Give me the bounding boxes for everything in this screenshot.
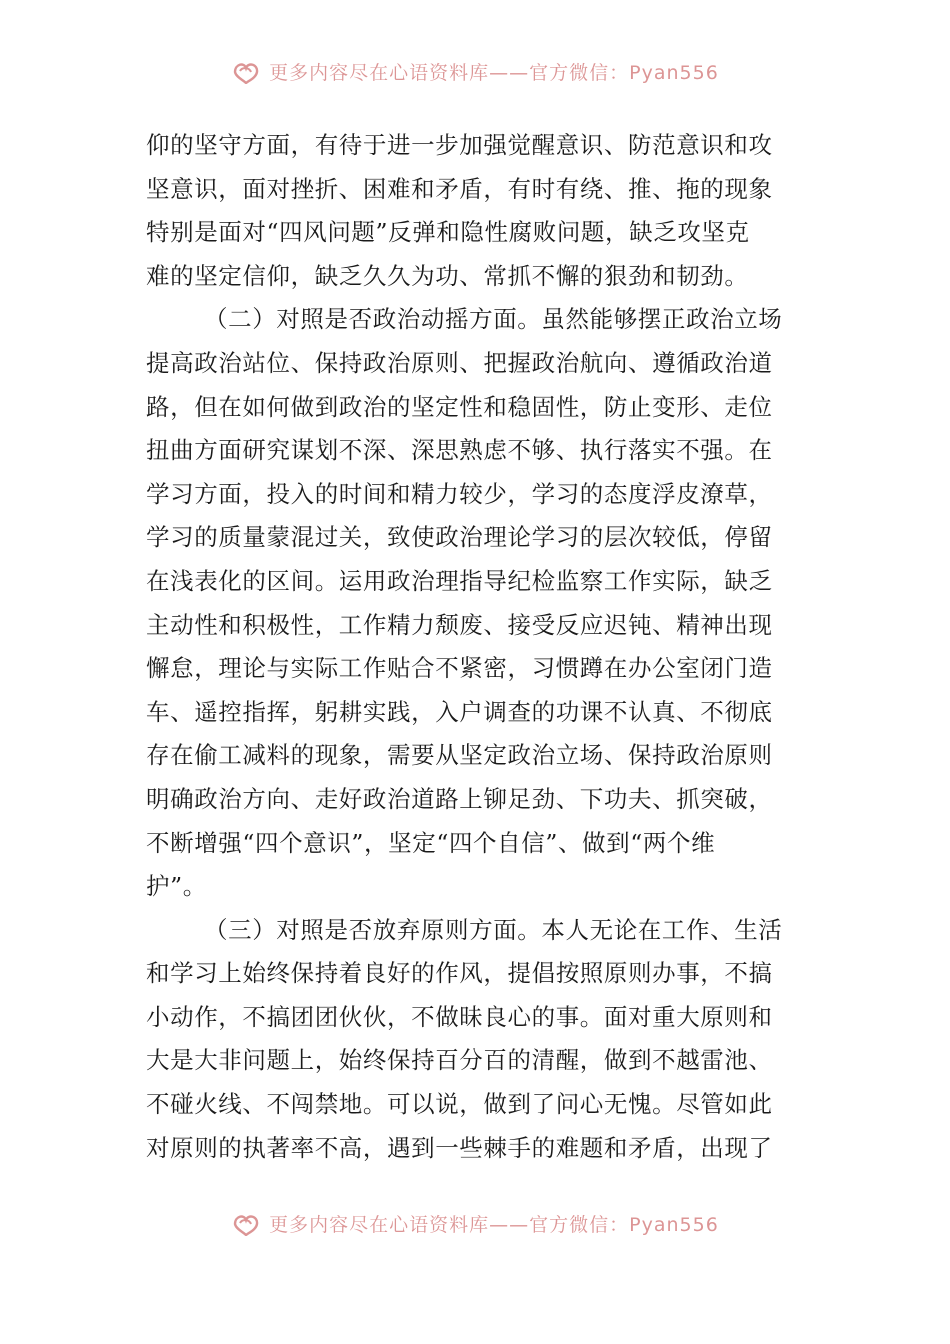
text-line: 不碰火线、不闯禁地。可以说，做到了问心无愧。尽管如此 — [146, 1090, 773, 1119]
heart-swirl-logo-icon — [231, 58, 261, 84]
text-line: （二）对照是否政治动摇方面。虽然能够摆正政治立场 — [204, 305, 783, 334]
watermark-text: 更多内容尽在心语资料库——官方微信：Pyan556 — [269, 61, 719, 84]
text-line: 主动性和积极性，工作精力颓废、接受反应迟钝、精神出现 — [146, 610, 773, 639]
text-line: 在浅表化的区间。运用政治理指导纪检监察工作实际，缺乏 — [146, 566, 773, 595]
text-line: 特别是面对“四风问题”反弹和隐性腐败问题，缺乏攻坚克 — [146, 218, 750, 247]
text-line: 学习方面，投入的时间和精力较少，学习的态度浮皮潦草， — [146, 479, 773, 508]
text-line: 难的坚定信仰，缺乏久久为功、常抓不懈的狠劲和韧劲。 — [146, 261, 749, 290]
text-line: 对原则的执著率不高，遇到一些棘手的难题和矛盾，出现了 — [146, 1133, 773, 1162]
heart-swirl-logo-icon — [231, 1210, 261, 1236]
text-line: 学习的质量蒙混过关，致使政治理论学习的层次较低，停留 — [146, 523, 773, 552]
text-line: 仰的坚守方面，有待于进一步加强觉醒意识、防范意识和攻 — [146, 131, 773, 159]
text-line: 不断增强“四个意识”，坚定“四个自信”、做到“两个维 — [146, 828, 716, 857]
text-line: 坚意识，面对挫折、困难和矛盾，有时有绕、推、拖的现象 — [146, 174, 773, 203]
text-line: 明确政治方向、走好政治道路上铆足劲、下功夫、抓突破， — [146, 784, 773, 813]
text-line: 扭曲方面研究谋划不深、深思熟虑不够、执行落实不强。在 — [146, 436, 773, 465]
text-line: 车、遥控指挥，躬耕实践，入户调查的功课不认真、不彻底 — [146, 697, 773, 726]
text-line: 和学习上始终保持着良好的作风，提倡按照原则办事，不搞 — [146, 959, 773, 988]
text-line: 懈怠，理论与实际工作贴合不紧密，习惯蹲在办公室闭门造 — [146, 654, 773, 683]
text-line: 小动作，不搞团团伙伙，不做昧良心的事。面对重大原则和 — [146, 1002, 773, 1031]
watermark-header — [0, 54, 950, 88]
text-line: 存在偷工减料的现象，需要从坚定政治立场、保持政治原则 — [146, 741, 773, 770]
text-line: 护”。 — [146, 872, 207, 901]
text-line: 提高政治站位、保持政治原则、把握政治航向、遵循政治道 — [146, 348, 773, 377]
document-body — [146, 124, 810, 1170]
text-line: （三）对照是否放弃原则方面。本人无论在工作、生活 — [204, 915, 783, 944]
text-line: 路，但在如何做到政治的坚定性和稳固性，防止变形、走位 — [146, 392, 773, 421]
watermark-footer — [0, 1206, 950, 1240]
watermark-text: 更多内容尽在心语资料库——官方微信：Pyan556 — [269, 1213, 719, 1236]
text-line: 大是大非问题上，始终保持百分百的清醒，做到不越雷池、 — [146, 1046, 773, 1075]
